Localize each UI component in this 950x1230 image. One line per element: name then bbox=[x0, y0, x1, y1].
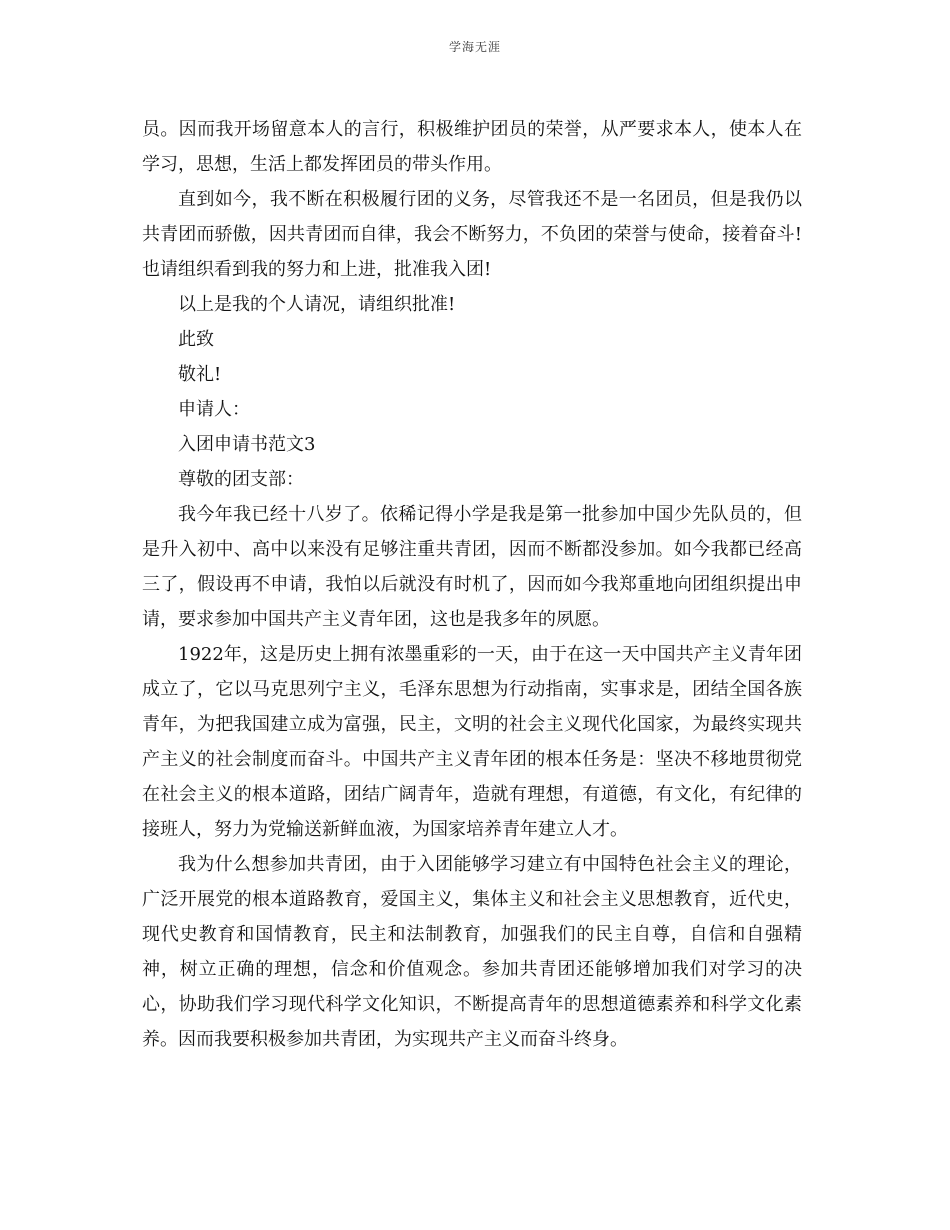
paragraph-reasons: 我为什么想参加共青团，由于入团能够学习建立有中国特色社会主义的理论，广泛开展党的根本道路教育，爱国主义，集体主义和社会主义思想教育，近代史，现代史教育和国情教育，民主和法制教育，加强我们的民主自尊，自信和自强精神，树立正确的理想，信念和价值观念。参加共青团还能够增加我们对学习的决心，协助我们学习现代科学文化知识，不断提高青年的思想道德素养和科学文化素养。因而我要积极参加共青团，为实现共产主义而奋斗终身。 bbox=[142, 854, 802, 1050]
paragraph-request-approval: 以上是我的个人请况，请组织批准! bbox=[178, 294, 456, 315]
paragraph-introduction: 我今年我已经十八岁了。依稀记得小学是我是第一批参加中国少先队员的，但是升入初中、高中以来没有足够注重共青团，因而不断都没参加。如今我都已经高三了，假设再不申请，我怕以后就没有时机了，因而如今我郑重地向团组织提出申请，要求参加中国共产主义青年团，这也是我多年的夙愿。 bbox=[142, 504, 802, 630]
paragraph-history: 1922年，这是历史上拥有浓墨重彩的一天，由于在这一天中国共产主义青年团成立了，它以马克思列宁主义，毛泽东思想为行动指南，实事求是，团结全国各族青年，为把我国建立成为富强，民主，文明的社会主义现代化国家，为最终实现共产主义的社会制度而奋斗。中国共产主义青年团的根本任务是：坚决不移地贯彻党在社会主义的根本道路，团结广阔青年，造就有理想，有道德，有文化，有纪律的接班人，努力为党输送新鲜血液，为国家培养青年建立人才。 bbox=[142, 644, 802, 840]
paragraph-commitment: 直到如今，我不断在积极履行团的义务，尽管我还不是一名团员，但是我仍以共青团而骄傲，因共青团而自律，我会不断努力，不负团的荣誉与使命，接着奋斗!也请组织看到我的努力和上进，批准我入团! bbox=[142, 189, 802, 280]
closing-respect: 敬礼! bbox=[178, 364, 222, 385]
closing-salutation: 此致 bbox=[178, 329, 214, 350]
document-body bbox=[142, 112, 802, 1057]
greeting: 尊敬的团支部： bbox=[178, 469, 304, 490]
applicant-line: 申请人： bbox=[178, 399, 250, 420]
section-title: 入团申请书范文3 bbox=[178, 434, 316, 455]
page-header: 学海无涯 bbox=[448, 40, 501, 54]
paragraph-continuation: 员。因而我开场留意本人的言行，积极维护团员的荣誉，从严要求本人，使本人在学习，思想，生活上都发挥团员的带头作用。 bbox=[142, 119, 802, 175]
